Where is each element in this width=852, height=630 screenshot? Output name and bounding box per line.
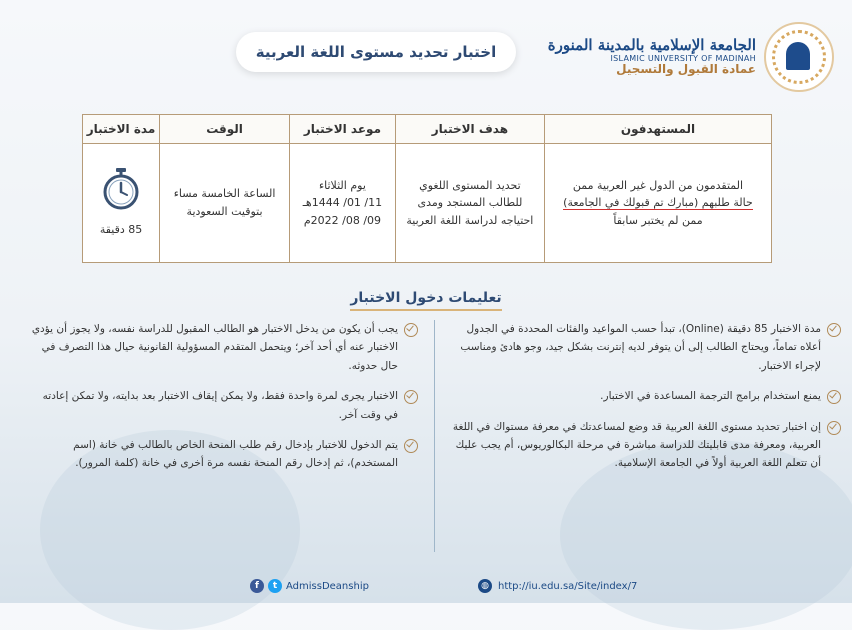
header-goal: هدف الاختبار [395, 115, 544, 144]
instruction-item [12, 387, 426, 424]
instruction-text: إن اختبار تحديد مستوى اللغة العربية قد وضع لمساعدتك في معرفة مستواك في اللغة العربية، ومعرفة مدى قابليتك للدراسة مباشرة في مرحلة البكالوريوس، أم يجب عليك أن تتعلم اللغة العربية أولاً في الجامعة الإسلامية. [452, 420, 821, 470]
time-zone: بتوقيت السعودية [186, 205, 263, 218]
targets-line: المتقدمون من الدول غير العربية ممن [572, 178, 744, 192]
check-circle-icon [404, 323, 418, 337]
social-links [250, 579, 369, 593]
logo-arabic-name: الجامعة الإسلامية بالمدينة المنورة [547, 35, 756, 54]
header-time: الوقت [160, 115, 290, 144]
goal-line: احتياجه لدراسة اللغة العربية [406, 213, 534, 227]
globe-icon: ◍ [478, 579, 492, 593]
goal-line: للطالب المستجد ومدى [417, 196, 523, 210]
instruction-text: يجب أن يكون من يدخل الاختبار هو الطالب المقبول للدراسة نفسه، ولا يجوز أن يؤدي الاختبار عنه أي أحد آخر؛ ويتحمل المتقدم المسؤولية القانونية حيال هذا التصرف في حال حدوثه. [31, 323, 398, 372]
instructions-left-column [12, 320, 426, 552]
logo-english-name: ISLAMIC UNIVERSITY OF MADINAH [610, 54, 756, 64]
cell-targets [544, 144, 771, 263]
cell-date [290, 144, 396, 263]
check-circle-icon [404, 390, 418, 404]
goal-line: تحديد المستوى اللغوي [419, 178, 521, 192]
logo-text [548, 37, 756, 77]
duration-value: 85 دقيقة [99, 223, 143, 237]
facebook-icon[interactable]: f [250, 579, 264, 593]
instruction-text: مدة الاختبار 85 دقيقة (Online)، تبدأ حسب المواعيد والفئات المحددة في الجدول أعلاه تماماً، ويحتاج الطالب إلى أن يتوفر لديه إنترنت بشكل جيد، وجو هادئ ومناسب لإجراء الاختبار. [460, 323, 821, 372]
instruction-item [12, 436, 426, 473]
cell-time [160, 144, 290, 263]
header-duration: مدة الاختبار [83, 115, 160, 144]
targets-line-highlight: حالة طلبهم (مبارك تم قبولك في الجامعة) [563, 196, 753, 210]
cell-duration [83, 144, 160, 263]
check-circle-icon [827, 390, 841, 404]
website-link [478, 579, 637, 593]
instruction-text: الاختبار يجرى لمرة واحدة فقط، ولا يمكن إيقاف الاختبار بعد بدايته، ولا تمكن إعادته في وقت آخر. [42, 390, 398, 421]
check-circle-icon [827, 421, 841, 435]
time-line: الساعة الخامسة مساء [173, 187, 276, 201]
instruction-item [435, 387, 849, 405]
logo-department: عمادة القبول والتسجيل [616, 62, 756, 77]
header-targets: المستهدفون [544, 115, 771, 144]
instruction-item [12, 320, 426, 375]
stopwatch-icon [101, 167, 141, 211]
instructions-right-column [434, 320, 849, 552]
footer [0, 571, 852, 603]
twitter-icon[interactable]: t [268, 579, 282, 593]
header-date: موعد الاختبار [290, 115, 396, 144]
logo-emblem-icon [764, 22, 834, 92]
website-url[interactable]: http://iu.edu.sa/Site/index/7 [498, 580, 638, 592]
targets-line: ممن لم يختبر سابقاً [613, 213, 703, 227]
social-handle[interactable]: AdmissDeanship [286, 580, 369, 592]
instructions-title: تعليمات دخول الاختبار [0, 290, 852, 306]
instruction-text: يمنع استخدام برامج الترجمة المساعدة في الاختبار. [600, 390, 821, 403]
exam-info-table [82, 114, 772, 263]
page-title: اختبار تحديد مستوى اللغة العربية [236, 32, 516, 72]
instruction-item [435, 418, 849, 473]
check-circle-icon [827, 323, 841, 337]
date-gregorian: 09/ 08/ 2022م [303, 213, 382, 227]
instruction-text: يتم الدخول للاختبار بإدخال رقم طلب المنحة الخاص بالطالب في خانة (اسم المستخدم)، ثم إدخال رقم المنحة نفسه مرة أخرى في خانة (كلمة المرور). [73, 438, 398, 470]
date-hijri: 11/ 01/ 1444هـ [302, 196, 383, 210]
university-logo [548, 22, 834, 92]
instruction-item [435, 320, 849, 375]
cell-goal [395, 144, 544, 263]
check-circle-icon [404, 439, 418, 453]
date-day: يوم الثلاثاء [318, 178, 366, 192]
